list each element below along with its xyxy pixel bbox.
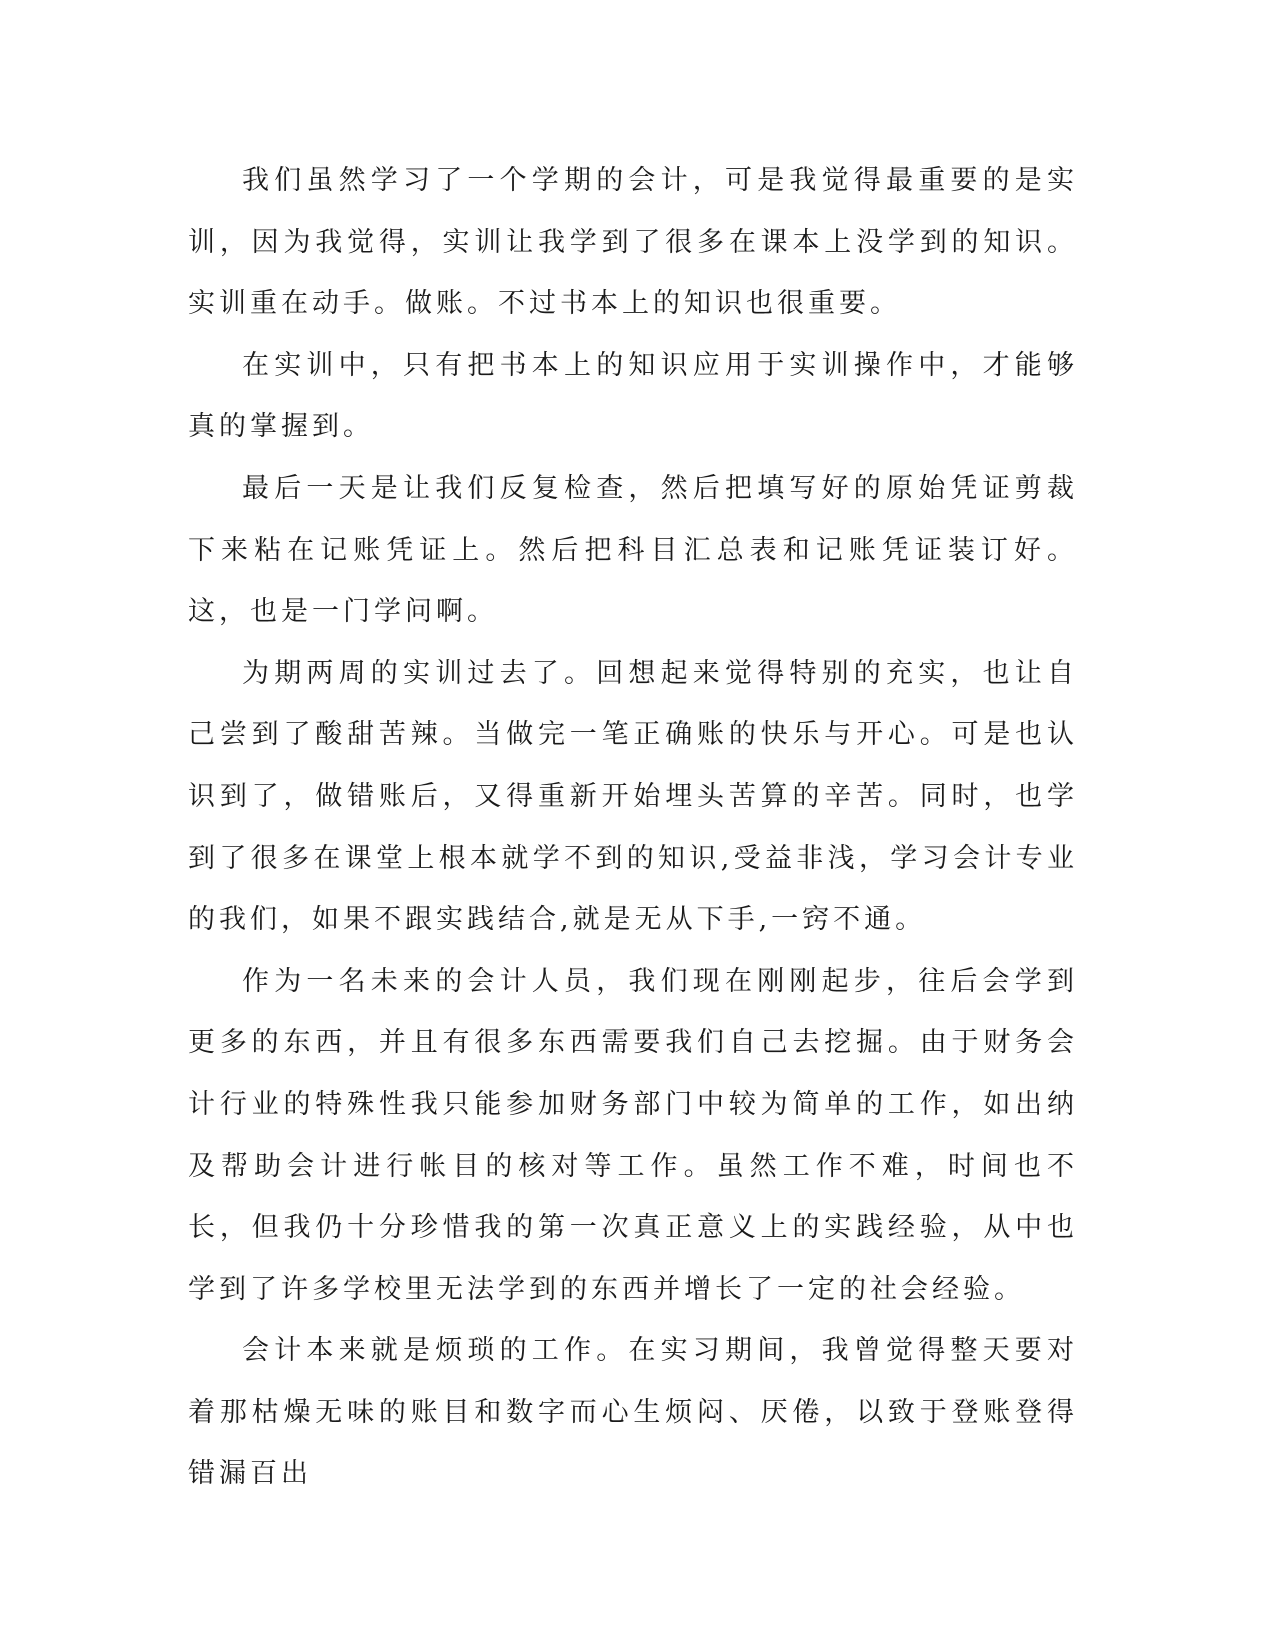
paragraph-1: 我们虽然学习了一个学期的会计，可是我觉得最重要的是实训，因为我觉得，实训让我学到了很多在课本上没学到的知识。实训重在动手。做账。不过书本上的知识也很重要。 [188,165,1078,320]
paragraph-6: 会计本来就是烦琐的工作。在实习期间，我曾觉得整天要对着那枯燥无味的账目和数字而心生烦闷、厌倦，以致于登账登得错漏百出 [188,1335,1078,1490]
paragraph-4: 为期两周的实训过去了。回想起来觉得特别的充实，也让自己尝到了酸甜苦辣。当做完一笔正确账的快乐与开心。可是也认识到了，做错账后，又得重新开始埋头苦算的辛苦。同时，也学到了很多在课堂上根本就学不到的知识,受益非浅，学习会计专业的我们，如果不跟实践结合,就是无从下手,一窍不通。 [188,657,1078,936]
paragraph-3: 最后一天是让我们反复检查，然后把填写好的原始凭证剪裁下来粘在记账凭证上。然后把科目汇总表和记账凭证装订好。这，也是一门学问啊。 [188,472,1078,628]
document-body [188,150,1078,1505]
paragraph-5: 作为一名未来的会计人员，我们现在刚刚起步，往后会学到更多的东西，并且有很多东西需要我们自己去挖掘。由于财务会计行业的特殊性我只能参加财务部门中较为简单的工作，如出纳及帮助会计进行帐目的核对等工作。虽然工作不难，时间也不长，但我仍十分珍惜我的第一次真正意义上的实践经验，从中也学到了许多学校里无法学到的东西并增长了一定的社会经验。 [188,965,1078,1305]
paragraph-2: 在实训中，只有把书本上的知识应用于实训操作中，才能够真的掌握到。 [188,349,1078,443]
